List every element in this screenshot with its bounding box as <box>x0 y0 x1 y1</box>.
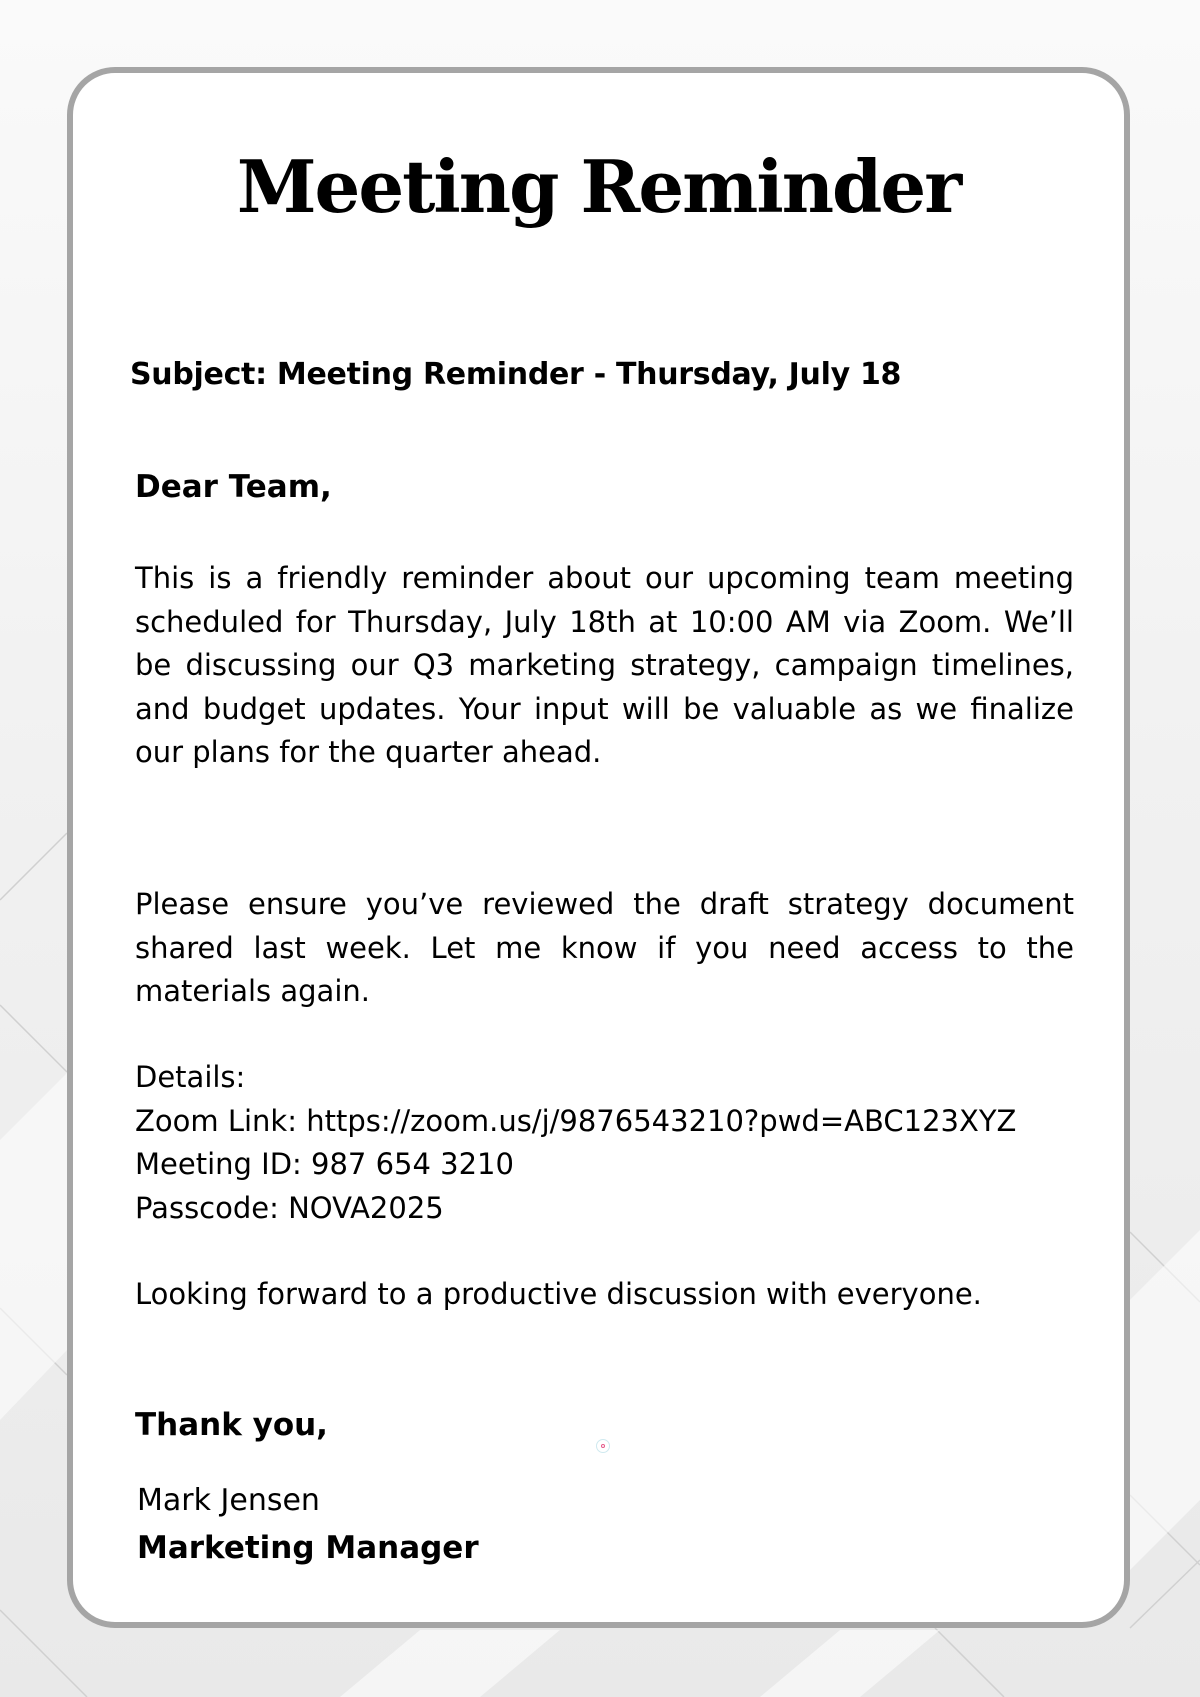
meeting-id: Meeting ID: 987 654 3210 <box>135 1147 514 1181</box>
sign-off: Thank you, <box>135 1407 328 1443</box>
details-heading: Details: <box>135 1060 246 1094</box>
target-marker-icon <box>596 1439 610 1453</box>
body-paragraph-2: Please ensure you’ve reviewed the draft strategy document shared last week. Let me know if you need access to the materials again. <box>135 887 1074 1008</box>
signature-name: Mark Jensen <box>137 1483 320 1518</box>
signature-title: Marketing Manager <box>137 1530 479 1566</box>
page-title: Meeting Reminder <box>236 144 961 229</box>
closing-line: Looking forward to a productive discussion with everyone. <box>135 1277 982 1311</box>
body-paragraph-1: This is a friendly reminder about our upcoming team meeting scheduled for Thursday, July 18th at 10:00 AM via Zoom. We’ll be discussing our Q3 marketing strategy, campaign timelines, and budget updates. Your input will be valuable as we finalize our plans for the quarter ahead. <box>135 561 1074 769</box>
subject-line: Subject: Meeting Reminder - Thursday, July 18 <box>130 357 902 392</box>
passcode: Passcode: NOVA2025 <box>135 1190 444 1225</box>
letter-card <box>67 67 1130 1628</box>
zoom-link: Zoom Link: https://zoom.us/j/9876543210?pwd=ABC123XYZ <box>135 1103 1017 1138</box>
meeting-details <box>135 1056 1074 1230</box>
greeting: Dear Team, <box>135 469 332 505</box>
